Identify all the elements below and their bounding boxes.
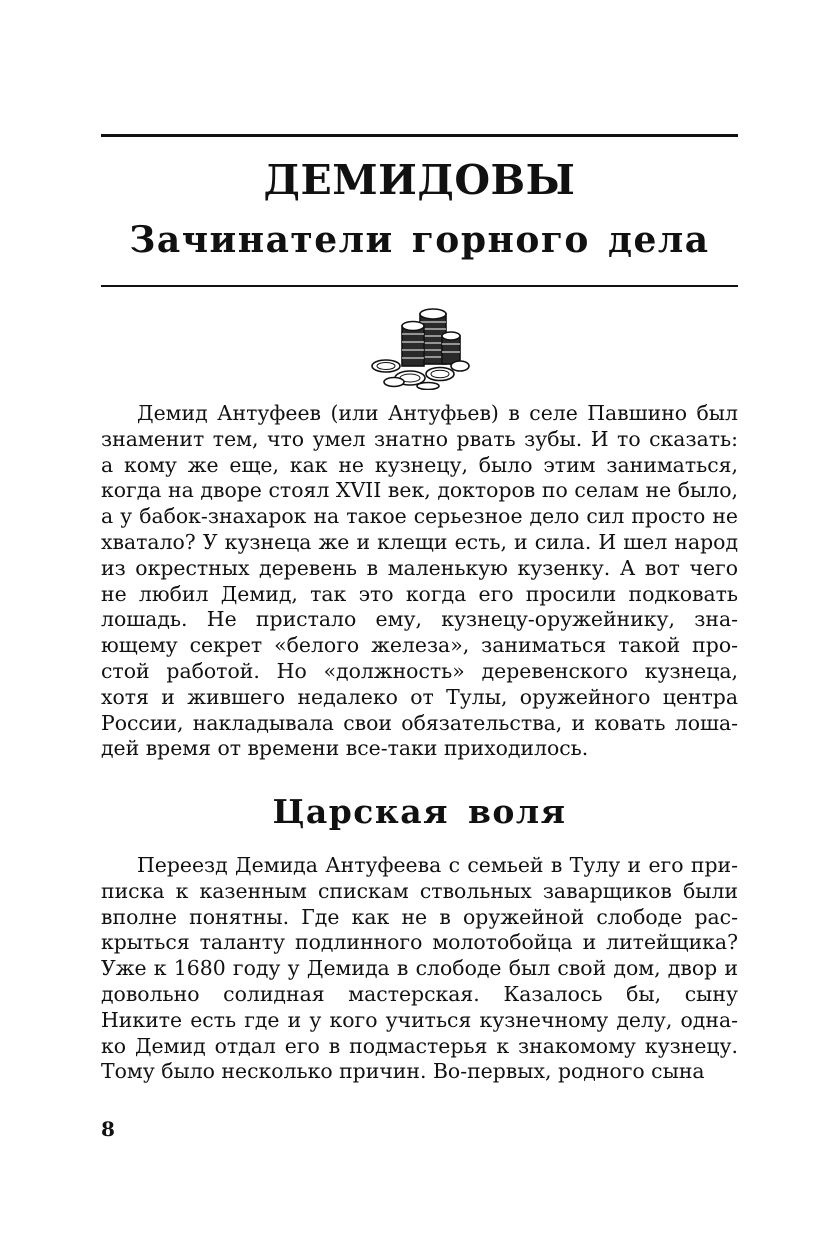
paragraph-section-text: Переезд Демида Антуфеева с семьей в Тулу и его приписка к казенным спискам ствольных заварщиков были вполне понятны. Где как не в оружейной слободе раскрыться таланту подлинного молотобойца и литейщика? Уже к 1680 году у Демида в слободе был свой дом, двор и довольно солидная мастерская. Казалось бы, сыну Никите есть где и у кого учиться кузнечному делу, однако Демид отдал его в подмастерья к знакомому кузнецу. Тому было несколько причин. Во-первых, родного сына <box>101 853 738 1084</box>
top-rule <box>101 134 738 137</box>
section-heading: Царская воля <box>272 792 567 831</box>
bottom-rule <box>101 285 738 287</box>
paragraph-intro <box>101 401 738 762</box>
paragraph-intro-text: Демид Антуфеев (или Антуфьев) в селе Павшино был знаменит тем, что умел знатно рвать зубы. И то сказать: а кому же еще, как не кузнецу, было этим заниматься, когда на дворе стоял XVII век, докторов по селам не было, а у бабок-знахарок на такое серьезное дело сил просто не хватало? У кузнеца же и клещи есть, и сила. И шел народ из окрестных деревень в маленькую кузенку. А вот чего не любил Демид, так это когда его просили подковать лошадь. Не пристало ему, кузнецу-оружейнику, знающему секрет «белого железа», заниматься такой простой работой. Но «должность» деревенского кузнеца, хотя и жившего недалеко от Тулы, оружейного центра России, накладывала свои обязательства, и ковать лошадей время от времени все-таки приходилось. <box>101 401 738 761</box>
chapter-title: ДЕМИДОВЫ <box>263 156 576 204</box>
coin-stack-icon <box>370 298 470 390</box>
paragraph-section <box>101 853 738 1085</box>
page-number: 8 <box>101 1117 115 1141</box>
chapter-subtitle: Зачинатели горного дела <box>129 219 710 261</box>
